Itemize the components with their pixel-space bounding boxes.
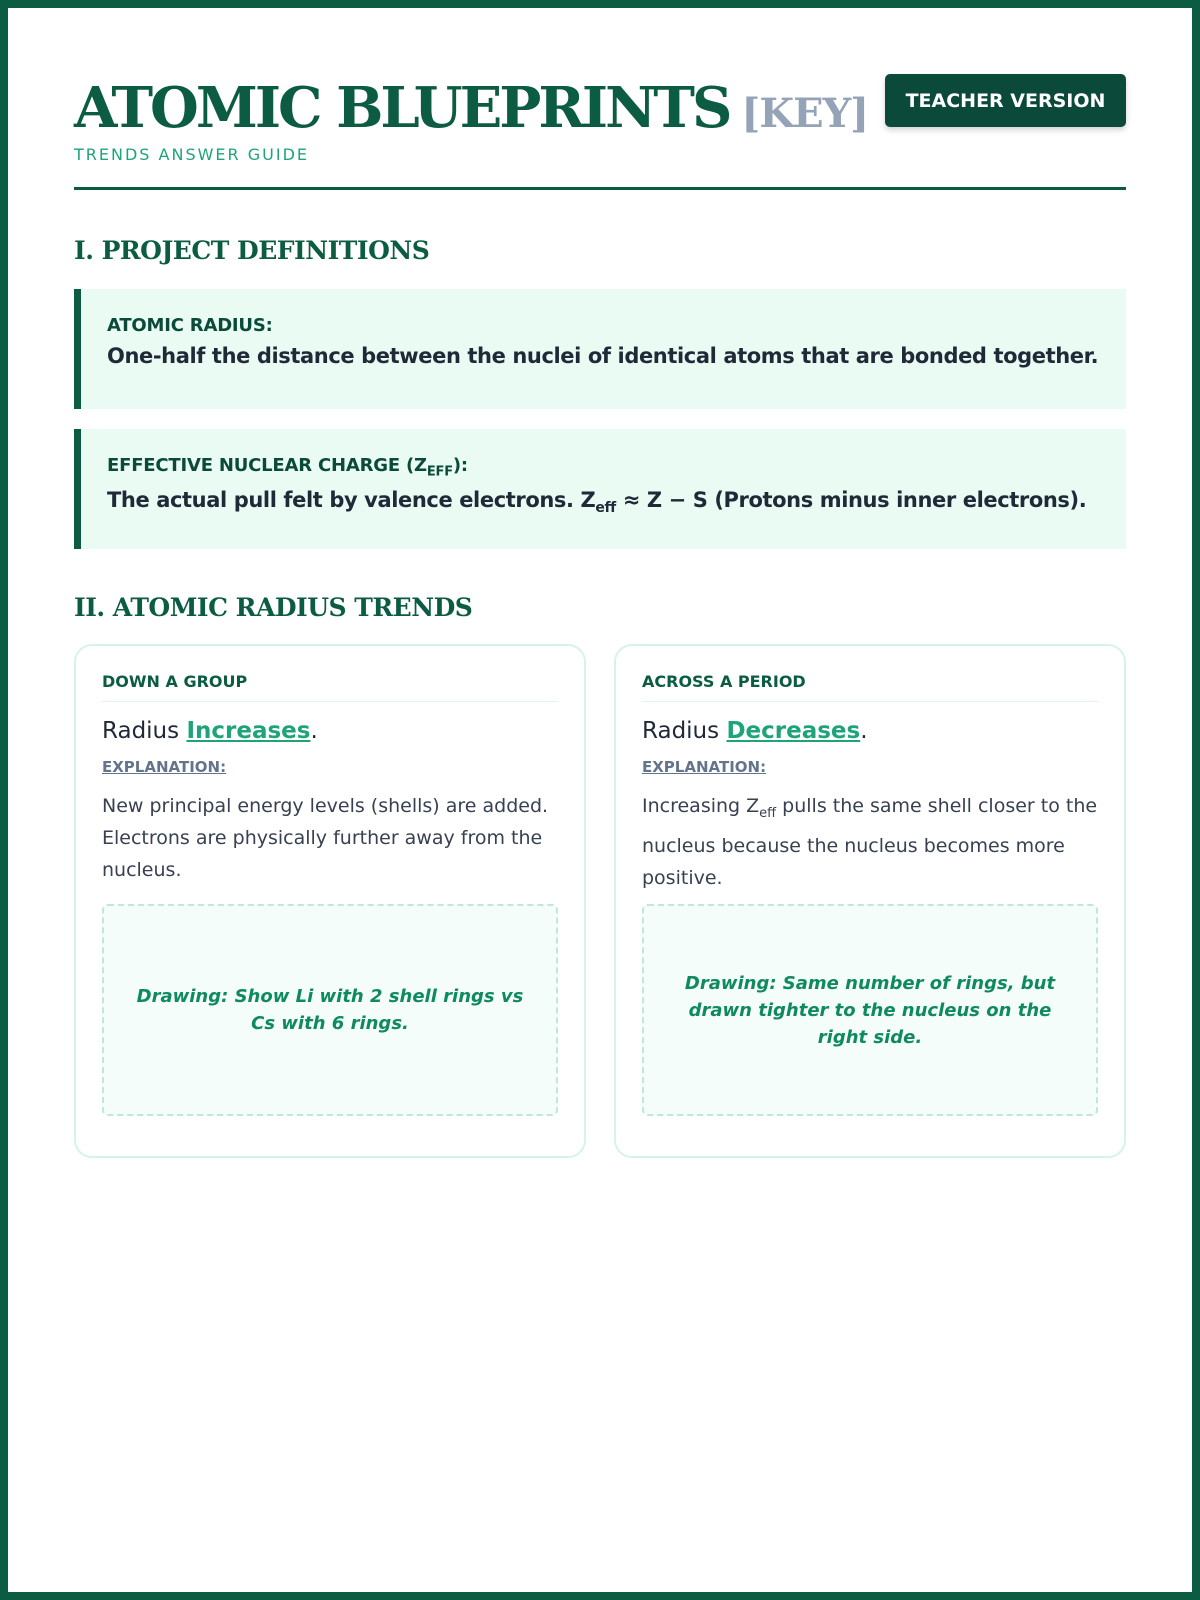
trend-card-across-period: [614, 644, 1126, 1158]
key-tag: [KEY]: [741, 90, 869, 137]
answer-key-page: [8, 8, 1192, 1158]
text-prefix: The actual pull felt by valence electrons. Z: [107, 487, 596, 512]
page-subtitle: TRENDS ANSWER GUIDE: [74, 145, 309, 164]
section-definitions-heading: I. PROJECT DEFINITIONS: [74, 236, 430, 265]
trend-card-down-group: [74, 644, 586, 1158]
text-suffix: ≈ Z − S (Protons minus inner electrons).: [615, 487, 1087, 512]
teacher-version-badge: TEACHER VERSION: [885, 74, 1126, 127]
result-prefix: Radius: [102, 718, 187, 744]
text-subscript: eff: [595, 499, 616, 516]
drawing-area: [102, 904, 558, 1116]
drawing-area: [642, 904, 1098, 1116]
explanation-text: New principal energy levels (shells) are added. Electrons are physically further away from the nucleus.: [102, 795, 549, 881]
card-label: DOWN A GROUP: [102, 672, 558, 702]
explanation-prefix: Increasing Z: [642, 795, 760, 817]
card-label: ACROSS A PERIOD: [642, 672, 1098, 702]
explanation-text: [642, 790, 1098, 889]
drawing-instruction: Drawing: Show Li with 2 shell rings vs Cs with 6 rings.: [136, 986, 524, 1034]
explanation-label: EXPLANATION:: [102, 758, 227, 776]
page-header: [74, 8, 1126, 190]
explanation-subscript: eff: [759, 805, 777, 821]
result-answer: Decreases: [726, 718, 861, 744]
definition-term: [107, 455, 1100, 480]
definition-text: One-half the distance between the nuclei of identical atoms that are bonded together.: [107, 344, 1099, 368]
result-answer: Increases: [186, 718, 311, 744]
explanation-suffix: pulls the same shell closer to the nucleus because the nucleus becomes more positive.: [642, 795, 1098, 889]
trend-cards: [74, 644, 1126, 1158]
explanation-label: EXPLANATION:: [642, 758, 767, 776]
result-suffix: .: [860, 718, 868, 744]
definition-term: ATOMIC RADIUS:: [107, 315, 273, 336]
result-prefix: Radius: [642, 718, 727, 744]
page-title: ATOMIC BLUEPRINTS: [74, 75, 730, 141]
definition-atomic-radius: [74, 289, 1126, 409]
definition-effective-nuclear-charge: [74, 429, 1126, 549]
term-prefix: EFFECTIVE NUCLEAR CHARGE (Z: [107, 455, 427, 476]
term-suffix: ):: [452, 455, 468, 476]
definition-text: [107, 488, 1100, 516]
card-result: [642, 718, 1098, 744]
drawing-instruction: Drawing: Same number of rings, but drawn tighter to the nucleus on the right side.: [684, 972, 1056, 1048]
card-result: [102, 718, 558, 744]
section-radius-trends-heading: II. ATOMIC RADIUS TRENDS: [74, 593, 473, 622]
result-suffix: .: [310, 718, 318, 744]
term-subscript: EFF: [426, 464, 453, 480]
